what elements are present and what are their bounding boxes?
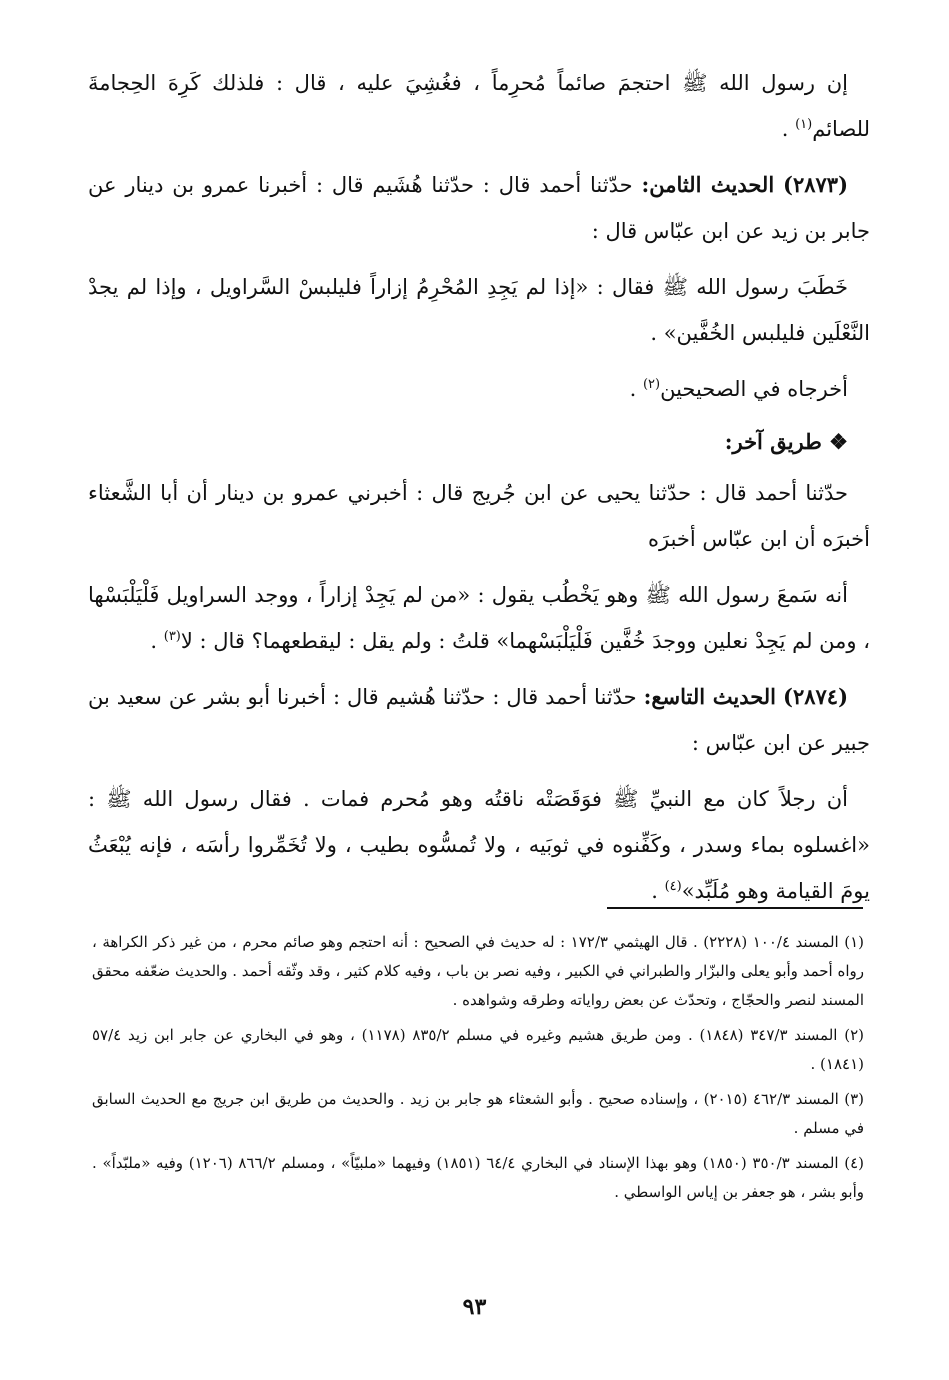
hadith-text-paragraph (88, 776, 870, 914)
footnote-2: (٢) المسند ٣٤٧/٣ (١٨٤٨) . ومن طريق هشيم وغيره في مسلم ٨٣٥/٢ (١١٧٨) ، وهو في البخاري عن جابر ابن زيد ٥٧/٤ (١٨٤١) . (92, 1026, 864, 1073)
paragraph-text: إن رسول الله ﷺ احتجمَ صائماً مُحرِماً ، فغُشِيَ عليه ، قال : فلذلك كَرِهَ الحِجامةَ للصائم (88, 71, 870, 141)
hadith-text-paragraph (88, 60, 870, 152)
footnote-ref: (١) (795, 117, 813, 132)
footnote-ref: (٢) (642, 377, 661, 392)
hadith-text-paragraph (88, 264, 870, 356)
hadith-text-paragraph (88, 572, 870, 664)
punctuation: . (629, 377, 643, 401)
paragraph-text: أخرجاه في الصحيحين (660, 377, 848, 401)
paragraph-text: أنه سَمعَ رسول الله ﷺ وهو يَخْطُب يقول : «من لم يَجِدْ إزاراً ، ووجد السراويل فَلْيَلْبَسْها ، ومن لم يَجِدْ نعلين ووجدَ خُفَّين فَلْيَلْبَسْهما» قلتُ : ولم يقل : ليقطعهما؟ قال : لا (88, 583, 870, 653)
section-subheading: ❖ طريق آخر: (724, 429, 848, 454)
footnote-ref: (٤) (664, 879, 682, 894)
footnote-4: (٤) المسند ٣٥٠/٣ (١٨٥٠) وهو بهذا الإسناد في البخاري ٦٤/٤ (١٨٥١) وفيهما «ملبيّاً» ، ومسلم ٨٦٦/٢ (١٢٠٦) وفيه «ملبّداً» . وأبو بشر ، هو جعفر بن إياس الواسطي . (92, 1154, 865, 1201)
paragraph-text: خَطَبَ رسول الله ﷺ فقال : «إذا لم يَجِدِ المُحْرِمُ إزاراً فليلبسْ السَّراويل ، وإذا لم يجدْ النَّعْلَين فليلبس الخُفَّين» . (88, 275, 870, 345)
hadith-title: الحديث التاسع: (643, 684, 777, 709)
hadith-2873-heading (88, 162, 870, 254)
takhrij-paragraph (88, 366, 870, 412)
hadith-number: (٢٨٧٤) (783, 684, 848, 709)
footnotes (92, 928, 864, 1213)
punctuation: . (651, 879, 665, 903)
isnad-paragraph (88, 470, 870, 562)
hadith-title: الحديث الثامن: (641, 172, 775, 197)
punctuation: . (150, 629, 164, 653)
isnad-text: حدّثنا أحمد قال : حدّثنا هُشيم قال : أخبرنا أبو بشر عن سعيد بن جبير عن ابن عبّاس : (88, 685, 870, 755)
hadith-2874-heading (88, 674, 870, 766)
punctuation: . (781, 117, 796, 141)
page-number: ٩٣ (462, 1294, 487, 1320)
hadith-number: (٢٨٧٣) (783, 172, 848, 197)
footnote-ref: (٣) (163, 629, 181, 644)
paragraph-text: حدّثنا أحمد قال : حدّثنا يحيى عن ابن جُريج قال : أخبرني عمرو بن دينار أن أبا الشَّعثاء أخبرَه أن ابن عبّاس أخبرَه (88, 481, 870, 551)
footnote-3: (٣) المسند ٤٦٢/٣ (٢٠١٥) ، وإسناده صحيح . وأبو الشعثاء هو جابر بن زيد . والحديث من طريق ابن جريج مع الحديث السابق في مسلم . (92, 1090, 864, 1137)
footnote-1: (١) المسند ١٠٠/٤ (٢٢٢٨) . قال الهيثمي ١٧٢/٣ : له حديث في الصحيح : أنه احتجم وهو صائم محرم ، من غير ذكر الكراهة ، رواه أحمد وأبو يعلى والبزّار والطبراني في الكبير ، وفيه نصر بن باب ، وفيه كلام كثير ، وقد وثّقه أحمد . والحديث ضعّفه محقق المسند لنصر والحجّاج ، وتحدّث عن بعض رواياته وطرقه وشواهده . (92, 933, 864, 1009)
footnote-divider (607, 907, 863, 909)
main-text (88, 60, 870, 924)
isnad-text: حدّثنا أحمد قال : حدّثنا هُشَيم قال : أخبرنا عمرو بن دينار عن جابر بن زيد عن ابن عبّاس قال : (88, 173, 870, 243)
paragraph-text: أن رجلاً كان مع النبيِّ ﷺ فوَقَصَتْه ناقتُه وهو مُحرم فمات . فقال رسول الله ﷺ : «اغسلوه بماء وسدر ، وكَفِّنوه في ثوبَيه ، ولا تُمسُّوه بطيب ، ولا تُخَمِّروا رأسَه ، فإنه يُبْعَثُ يومَ القيامة وهو مُلَبِّد» (88, 787, 870, 903)
